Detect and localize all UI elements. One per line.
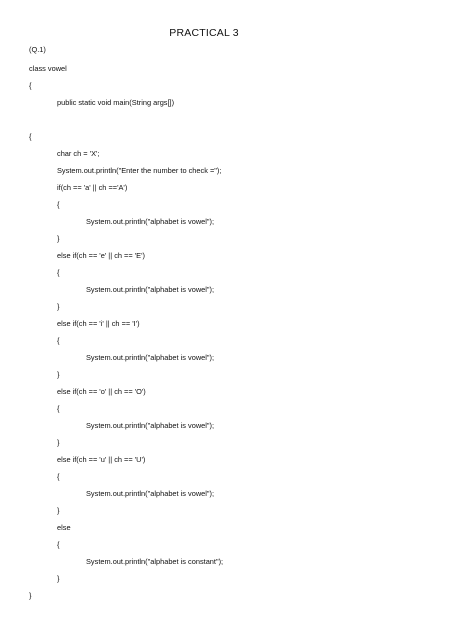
code-line-print-vowel: System.out.println("alphabet is vowel"); [86, 489, 215, 498]
page-title [0, 27, 474, 39]
code-line-close-brace: } [57, 302, 60, 311]
code-line-else-if-e: else if(ch == 'e' || ch == 'E') [57, 251, 145, 260]
code-line-close-brace: } [57, 574, 60, 583]
code-line-print-vowel: System.out.println("alphabet is vowel"); [86, 217, 215, 226]
code-line-else: else [57, 523, 71, 532]
code-line-else-if-u: else if(ch == 'u' || ch == 'U') [57, 455, 146, 464]
code-line-else-if-o: else if(ch == 'o' || ch == 'O') [57, 387, 146, 396]
code-line-open-brace: { [57, 336, 60, 345]
code-line-open-brace: { [57, 540, 60, 549]
code-line-class-declaration: class vowel [29, 64, 67, 73]
code-line-open-brace: { [57, 472, 60, 481]
code-line-if-a: if(ch == 'a' || ch =='A') [57, 183, 128, 192]
code-line-print-constant: System.out.println("alphabet is constant"); [86, 557, 224, 566]
code-line-open-brace: { [57, 404, 60, 413]
code-line-prompt-print: System.out.println("Enter the number to check ="); [57, 166, 222, 175]
code-line-else-if-i: else if(ch == 'i' || ch == 'I') [57, 319, 140, 328]
code-line-open-brace: { [29, 132, 32, 141]
code-line-close-brace: } [57, 506, 60, 515]
code-line-close-brace: } [29, 591, 32, 600]
code-line-close-brace: } [57, 234, 60, 243]
page-title-text: PRACTICAL 3 [169, 27, 239, 39]
code-line-open-brace: { [57, 200, 60, 209]
code-line-print-vowel: System.out.println("alphabet is vowel"); [86, 285, 215, 294]
code-line-open-brace: { [57, 268, 60, 277]
code-line-char-declaration: char ch = 'X'; [57, 149, 100, 158]
code-line-close-brace: } [57, 438, 60, 447]
code-line-print-vowel: System.out.println("alphabet is vowel"); [86, 353, 215, 362]
question-label: (Q.1) [29, 45, 46, 54]
code-line-main-signature: public static void main(String args[]) [57, 98, 175, 107]
code-line-open-brace: { [29, 81, 32, 90]
code-line-close-brace: } [57, 370, 60, 379]
code-line-print-vowel: System.out.println("alphabet is vowel"); [86, 421, 215, 430]
